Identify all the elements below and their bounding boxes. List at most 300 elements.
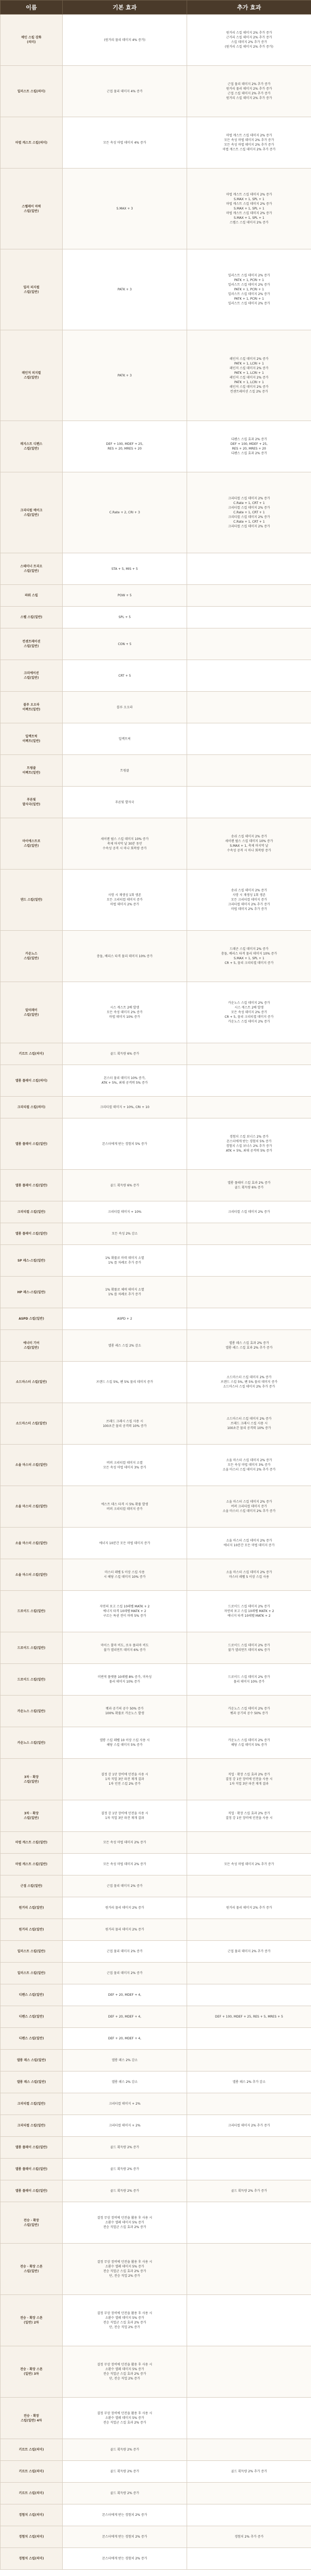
cell-extra <box>187 2483 311 2504</box>
cell-line: 경험치 스킬(의미) <box>19 2535 44 2539</box>
header-extra: 추가 효과 <box>187 1 311 15</box>
cell-line: S.MAX + 1, SPL + 1 <box>233 198 264 201</box>
cell-line: 자연의 포고 스킬 10레벨 MATK + 2 <box>224 1609 274 1613</box>
cell-line: 1차 직업 3단 파견 재개 결과 <box>229 1782 269 1786</box>
table-row <box>1 607 311 628</box>
cell-line: 카운노스 <box>25 952 38 956</box>
cell-line: 소드마스터 스킬(일반) <box>16 1380 47 1384</box>
cell-line: 카운노스 스킬 데미지 2% 증가 <box>228 1020 270 1024</box>
cell-line: 키르트 스킬(의미) <box>19 1052 44 1056</box>
cell-line: 크리티컬 스킬 데미지 2% 증가 <box>228 497 270 500</box>
table-row <box>1 723 311 755</box>
cell-extra <box>187 2006 311 2028</box>
cell-name <box>1 1043 63 1065</box>
cell-extra <box>187 2093 311 2115</box>
table-row <box>1 1201 311 1223</box>
cell-name <box>1 931 63 982</box>
cell-line: 몬스터에게 받는 경험치 2% 증가 <box>102 2535 147 2539</box>
table-row <box>1 787 311 818</box>
cell-line: (일반) 2차 <box>23 2321 39 2325</box>
table-row <box>1 2159 311 2180</box>
cell-extra <box>187 931 311 982</box>
cell-line: 소울 마스터 스킬 데미지 2% 증가 <box>226 1459 272 1462</box>
cell-base <box>63 1875 187 1897</box>
cell-line: PATK + 1, PCRI + 1 <box>234 297 264 301</box>
cell-name <box>1 2028 63 2050</box>
table-row <box>1 2093 311 2115</box>
cell-line: 푸른빛 <box>26 798 36 802</box>
cell-line: 결정 무상 장비에 던전을 활용 후 사용 시 <box>97 2363 152 2367</box>
cell-line: 마이에스트로 <box>22 839 40 843</box>
cell-line: 드로이드 스킬 데미지 2% 증가 <box>228 1644 270 1647</box>
cell-line: 시스 캐스트 2배 발생 <box>110 1006 139 1010</box>
cell-name <box>1 1201 63 1223</box>
cell-line: 모든 속성 데미지 2% 증가 <box>231 1011 267 1014</box>
cell-line: 소드마스터 스킬 데미지 2% 증가 <box>227 1417 272 1421</box>
cell-extra <box>187 787 311 818</box>
cell-extra <box>187 1403 311 1445</box>
table-row <box>1 330 311 421</box>
table-row <box>1 2295 311 2346</box>
cell-name <box>1 2115 63 2137</box>
cell-line: 원거리 물리 데미지 2% 추가 증가 <box>226 1906 272 1910</box>
cell-line: 알터레이 <box>25 1008 38 1012</box>
cell-name <box>1 1759 63 1800</box>
cell-name <box>1 1919 63 1941</box>
cell-extra <box>187 1330 311 1362</box>
cell-base <box>63 2115 187 2137</box>
cell-line: 골드 획득량 6% 증가 <box>110 1183 139 1187</box>
cell-base <box>63 2439 187 2461</box>
cell-line: 스텔스 스킬 데미지 2% 증가 <box>229 221 269 225</box>
cell-line: 시스 캐스트 2배 발생 <box>234 1006 264 1010</box>
cell-line: 단, 전승 직업 2% 증가 <box>109 2326 140 2329</box>
cell-line: 결정 강 1단 장비에 던전을 사용 시 <box>101 1812 148 1815</box>
cell-line: 원거리 스킬(일반) <box>19 1928 44 1931</box>
cell-line: 골드 획득량 2% 증가 <box>110 2491 139 2495</box>
cell-line: 소울 마스터 스킬(일반) <box>15 1541 48 1545</box>
header-base: 기본 효과 <box>63 1 187 15</box>
cell-base <box>63 1277 187 1308</box>
cell-line: 디펜스 스킬(일반) <box>19 1993 44 1997</box>
cell-extra <box>187 1759 311 1800</box>
cell-base <box>63 66 187 117</box>
cell-base <box>63 2093 187 2115</box>
cell-name <box>1 2548 63 2570</box>
cell-line: PATK + 1, PCRI + 1 <box>234 288 264 291</box>
cell-line: 결정 무상 장비에 던전을 활용 후 사용 시 <box>97 2312 152 2315</box>
cell-extra <box>187 2159 311 2180</box>
table-row <box>1 2483 311 2504</box>
cell-line: 스킬(일반) <box>24 447 39 451</box>
cell-line: 모든 속성 마법 데미지 3% 증가 <box>103 1465 146 1469</box>
cell-line: 전승 · 확장 <box>23 2414 39 2418</box>
cell-base <box>63 2159 187 2180</box>
cell-base <box>63 585 187 607</box>
table-row <box>1 1559 311 1591</box>
cell-extra <box>187 1065 311 1097</box>
cell-name <box>1 1941 63 1963</box>
cell-line: 모든 속성 데미지 2% 증가 <box>106 1011 143 1014</box>
cell-line: 이펙트(일반) <box>22 739 40 743</box>
cell-name <box>1 2006 63 2028</box>
cell-base <box>63 1403 187 1445</box>
cell-extra <box>187 1445 311 1486</box>
cell-base <box>63 472 187 553</box>
table-row <box>1 169 311 249</box>
cell-name <box>1 1118 63 1170</box>
cell-name <box>1 818 63 870</box>
cell-line: 크리티컬 데미지 + 2% <box>109 2102 140 2106</box>
cell-line: 물리 데미지 10% 증가 <box>233 1680 265 1684</box>
cell-line: 엘롱 스킬 레벨 10 이상 스킬 사용 시 <box>100 1739 150 1742</box>
cell-line: 크리티컬 데미지 2% 추가 증가 <box>228 903 270 906</box>
cell-base <box>63 692 187 723</box>
cell-line: 엘롱 플레이 스킬(일반) <box>15 1183 48 1187</box>
cell-extra <box>187 2439 311 2461</box>
cell-line: DEF + 100, MDEF + 25, <box>106 442 144 446</box>
cell-line: 마법 캐스트 스킬 데미지 2% 증가 <box>226 212 272 215</box>
cell-name <box>1 585 63 607</box>
cell-line: 골드 획득량 2% 추가 증가 <box>231 2470 267 2473</box>
cell-line: 스킬(일반) <box>24 1816 39 1820</box>
cell-line: 결정 강 1단 장비에 던전을 사용 시 <box>225 1777 273 1781</box>
cell-line: 카운노스 스킬 데미지 2% 증가 <box>228 1001 270 1005</box>
cell-name <box>1 870 63 931</box>
cell-base <box>63 2071 187 2093</box>
cell-line: 모든 크리티컬 데미지 증가 <box>231 898 267 902</box>
cell-line: 크리티컬 스킬 데미지 2% 증가 <box>228 1210 270 1214</box>
cell-name <box>1 15 63 66</box>
cell-line: 3차 · 확장 <box>24 1812 39 1815</box>
cell-name <box>1 1330 63 1362</box>
cell-line: CR + 5, 물리 크리티컬 데미지 증가 <box>224 1015 274 1019</box>
cell-name <box>1 755 63 787</box>
cell-line: 스킬(일반) <box>24 513 39 517</box>
cell-line: 디펜스 스킬 효과 2% 증가 <box>231 452 267 455</box>
cell-extra <box>187 1097 311 1118</box>
cell-name <box>1 249 63 330</box>
table-row <box>1 660 311 692</box>
cell-line: 결정 강 1단 장비에 던전을 사용 시 <box>101 1773 148 1776</box>
cell-line: 마법 캐스트 스킬(일반) <box>15 1841 48 1844</box>
table-row <box>1 1065 311 1097</box>
cell-base <box>63 628 187 660</box>
cell-line: 근접 물리 데미지 2% 증가 <box>106 1971 143 1975</box>
cell-name <box>1 723 63 755</box>
cell-line: 소환수 엘레 데미지 5% 증가 <box>105 2316 145 2320</box>
cell-base <box>63 2504 187 2526</box>
cell-name <box>1 2526 63 2548</box>
cell-line: 근접 스킬 데미지 2% 추가 증가 <box>228 92 271 95</box>
cell-line: 일러스트 스킬 데미지 2% 증가 <box>228 292 270 296</box>
cell-line: 블루 오오라 <box>23 703 40 707</box>
cell-line: PATK + 1, LCRI + 1 <box>234 371 264 375</box>
cell-line: 컨센트레이션 <box>22 640 40 643</box>
cell-line: 근접 물리 데미지 2% 증가 <box>106 1884 143 1888</box>
cell-base <box>63 931 187 982</box>
cell-line: 몬스터에게 받는 경험치 5% 증가 <box>102 1142 147 1146</box>
cell-line: 수속성 공격 시 마나 회복량 증가 <box>227 849 271 852</box>
cell-name <box>1 2159 63 2180</box>
cell-line: 엘롱 레스 스킬 효과 2% 증가 <box>229 1341 269 1345</box>
cell-line: 발자국(일반) <box>22 803 40 806</box>
cell-line: 스킬(일반) <box>24 2270 39 2273</box>
cell-line: 버퍼 크리티컬 데미지 증가 <box>231 1505 267 1508</box>
cell-line: 마법 데미지 10% 증가 <box>109 1015 140 1019</box>
cell-base <box>63 2006 187 2028</box>
cell-line: 엘롱 레스 2% 추가 감소 <box>232 2080 266 2084</box>
cell-base <box>63 1854 187 1875</box>
cell-line: 근거리 스킬 데미지 2% 추가 증가 <box>226 36 272 39</box>
cell-line: 모든 속성 2% 감소 <box>111 1232 138 1236</box>
cell-base <box>63 1245 187 1277</box>
cell-line: 일러스트 스킬 데미지 2% 증가 <box>228 274 270 277</box>
cell-name <box>1 660 63 692</box>
table-row <box>1 2202 311 2244</box>
cell-line: 엘롱 플레이 스킬(일반) <box>15 2146 48 2149</box>
cell-base <box>63 2398 187 2439</box>
cell-line: 송쉬 스킬 데미지 2% 증가 <box>231 835 267 838</box>
cell-line: 모든 속성 마법 데미지 3% 증가 <box>228 1463 271 1467</box>
cell-extra <box>187 1486 311 1528</box>
cell-line: 골드 획득량 2% 증가 <box>110 2167 139 2171</box>
cell-line: 경험치 스킬(의미) <box>19 2513 44 2517</box>
cell-line: 근접 물리 데미지 2% 추가 증가 <box>228 82 271 86</box>
cell-base <box>63 1984 187 2006</box>
cell-base <box>63 1362 187 1403</box>
cell-line: 스킬(일반) <box>24 1013 39 1017</box>
cell-base <box>63 1759 187 1800</box>
cell-name <box>1 787 63 818</box>
cell-base <box>63 1201 187 1223</box>
cell-line: 전승 · 확장 스톤 <box>20 2316 43 2320</box>
cell-line: 세이렌 펄스 스킬 데미지 10% 증가 <box>225 839 273 843</box>
cell-line: 크리티컬 스킬 데미지 2% 증가 <box>228 525 270 528</box>
cell-name <box>1 1445 63 1486</box>
table-row <box>1 1223 311 1245</box>
cell-base <box>63 1832 187 1854</box>
cell-line: 크리티컬 데미지 + 10% <box>108 1210 142 1214</box>
cell-line: 키르트 스킬(의미) <box>19 2470 44 2473</box>
cell-extra <box>187 1854 311 1875</box>
table-row <box>1 2548 311 2570</box>
cell-line: 크리티컬 데미지 2% 추가 증가 <box>228 2124 270 2127</box>
cell-line: 크리티컬 스킬(일반) <box>17 1210 46 1214</box>
cell-line: 스테미너 트리오 <box>20 565 43 568</box>
cell-line: 크리티컬 스킬(일반) <box>17 2124 46 2127</box>
cell-line: 전승 직업군 스킬 효과 2% 증가 <box>103 2270 146 2273</box>
cell-base <box>63 1486 187 1528</box>
cell-line: 스킬(일반) <box>24 569 39 573</box>
cell-name <box>1 1362 63 1403</box>
table-row <box>1 2461 311 2483</box>
cell-line: 소울 마스터 스킬 데미지 2% 증가 <box>226 1500 272 1504</box>
cell-line: 원거리 스킬 데미지 2% 추가 증가 <box>226 96 272 100</box>
cell-line: 키르트 스킬(의미) <box>19 2448 44 2452</box>
table-row <box>1 2439 311 2461</box>
cell-line: 소울 마스터 스킬 데미지 2% 증가 <box>226 1571 272 1574</box>
cell-extra <box>187 1170 311 1201</box>
cell-base <box>63 1170 187 1201</box>
cell-line: 전승 · 확장 스톤 <box>20 2368 43 2371</box>
cell-line: CON + 5 <box>118 642 132 646</box>
cell-name <box>1 1984 63 2006</box>
cell-extra <box>187 2461 311 2483</box>
cell-line: PATK + 3 <box>117 288 132 291</box>
cell-line: 시 해당 스킬 데미지 10% 증가 <box>104 1575 146 1579</box>
cell-extra <box>187 692 311 723</box>
cell-line: 댄드 스킬(일반) <box>20 898 43 902</box>
table-row <box>1 2115 311 2137</box>
cell-line: RES + 20, MRES + 20 <box>232 447 266 451</box>
cell-line: 레인저 스킬 데미지 2% 증가 <box>229 376 269 380</box>
cell-base <box>63 2461 187 2483</box>
cell-line: 스킬(일반) <box>24 2223 39 2227</box>
cell-extra <box>187 2202 311 2244</box>
cell-line: 마법 데미지 2% 추가 증가 <box>231 907 267 911</box>
cell-base <box>63 607 187 628</box>
cell-extra <box>187 1919 311 1941</box>
cell-base <box>63 249 187 330</box>
cell-line: 결정 무상 장비에 던전을 활용 후 사용 시 <box>97 2216 152 2220</box>
table-row <box>1 1330 311 1362</box>
cell-line: 드로이드 스킬(일반) <box>17 1677 46 1682</box>
cell-name <box>1 2461 63 2483</box>
cell-line: 스킬(일반) <box>24 957 39 960</box>
cell-line: DEF + 100, MDEF + 25, RES + 5, MRES + 5 <box>215 2015 284 2019</box>
cell-line: 디펜스 스킬 효과 2% 증가 <box>231 438 267 441</box>
table-body <box>1 15 311 2570</box>
cell-line: CRT + 5 <box>118 674 131 678</box>
cell-line: 마이스 폴마 비도, 로우 플리마 비도 <box>101 1644 149 1647</box>
cell-line: ATK + 5%, 최대 공격력 5% 증가 <box>225 1149 273 1153</box>
cell-line: S.MAX + 1, SPL + 1 <box>233 207 264 211</box>
cell-name <box>1 1963 63 1984</box>
table-row <box>1 1118 311 1170</box>
cell-name <box>1 2093 63 2115</box>
cell-line: 경험치 스킬 보너스 2% 추가 증가 <box>226 1144 272 1148</box>
cell-line: 골드 획득량 2% 증가 <box>110 2146 139 2149</box>
cell-name <box>1 66 63 117</box>
cell-name <box>1 330 63 421</box>
cell-line: 레인저 스킬 데미지 2% 증가 <box>229 367 269 370</box>
cell-base <box>63 787 187 818</box>
table-row <box>1 2346 311 2398</box>
table-row <box>1 1043 311 1065</box>
cell-line: 모든 속성 마법 데미지 2% 추가 증가 <box>224 1863 274 1866</box>
cell-extra <box>187 1832 311 1854</box>
cell-line: 골드 획득량 2% 증가 <box>110 2470 139 2473</box>
cell-name <box>1 1486 63 1528</box>
table-row <box>1 66 311 117</box>
cell-line: 디펜스 스킬(일반) <box>19 2037 44 2040</box>
cell-name <box>1 1097 63 1118</box>
cell-line: 전승 직업군 스킬 효과 2% 증가 <box>103 2225 146 2229</box>
cell-line: 크리티컬 메이크 <box>20 508 43 512</box>
table-row <box>1 2006 311 2028</box>
cell-extra <box>187 1984 311 2006</box>
cell-line: 에너미 기어 <box>23 1341 40 1345</box>
cell-line: 스텔레이 마력 <box>22 204 41 208</box>
cell-extra <box>187 2548 311 2570</box>
cell-line: 이펙트(일반) <box>22 708 40 711</box>
cell-name <box>1 2137 63 2159</box>
cell-name <box>1 1832 63 1854</box>
cell-line: 축제 마지막 날 30분 동안 <box>107 842 143 846</box>
cell-line: 카운노스 스킬 데미지 2% 증가 <box>228 1739 270 1742</box>
cell-name <box>1 2071 63 2093</box>
cell-extra <box>187 585 311 607</box>
table-row <box>1 1528 311 1559</box>
cell-line: 레인저 피지컬 <box>22 371 41 375</box>
cell-name <box>1 1800 63 1832</box>
cell-line: 일러스트 스킬 데미지 2% 증가 <box>228 283 270 287</box>
cell-line: DEF + 100, MDEF + 25, <box>230 442 268 446</box>
cell-name <box>1 1223 63 1245</box>
cell-line: 충돌, 배리스 타격 물리 데미지 10% 증가 <box>221 952 277 956</box>
table-row <box>1 1875 311 1897</box>
cell-line: 소울 마스터 스킬(일반) <box>15 1505 48 1508</box>
cell-line: 골드 획득량 2% 추가 증가 <box>231 2189 267 2193</box>
cell-line: 근접 물리 데미지 4% 증가 <box>106 89 143 93</box>
cell-name <box>1 169 63 249</box>
cell-line: 1% 를 차례로 추가 증가 <box>108 1261 142 1265</box>
cell-extra <box>187 2398 311 2439</box>
cell-line: 모든 속성 마법 데미지 2% 증가 <box>103 1841 146 1844</box>
cell-line: 스펠 스킬(일반) <box>20 615 43 619</box>
cell-base <box>63 1632 187 1664</box>
cell-line: 드로이드 스킬(일반) <box>17 1609 46 1613</box>
cell-line: SP 레스-스킬(일반) <box>17 1258 46 1263</box>
cell-line: 브래드 크래시 스킬 사용 시 <box>230 1422 268 1425</box>
cell-base <box>63 1963 187 1984</box>
cell-line: 골드 획득량 6% 증가 <box>234 1186 264 1189</box>
cell-extra <box>187 870 311 931</box>
cell-base <box>63 2483 187 2504</box>
cell-line: PATK + 1, PCRI + 1 <box>234 278 264 282</box>
table-row <box>1 1308 311 1330</box>
table-row <box>1 1941 311 1963</box>
cell-line: 물리 데미지 10% 증가 <box>109 1680 140 1684</box>
cell-line: 미번역 플랫폼 10레벨 8% 증가, 미속성 <box>97 1675 152 1679</box>
cell-line: S.MAX + 1, 축제 마지막 날 <box>230 844 268 848</box>
cell-name <box>1 982 63 1043</box>
cell-extra <box>187 2526 311 2548</box>
cell-line: 원거리 스킬 데미지 2% 추가 증가 <box>226 31 272 35</box>
cell-base <box>63 1727 187 1759</box>
cell-name <box>1 1559 63 1591</box>
table-row <box>1 1486 311 1528</box>
cell-line: 마법 캐스트 스킬 데미지 2% 증가 <box>226 193 272 197</box>
cell-line: POW + 5 <box>118 594 132 597</box>
cell-extra <box>187 1727 311 1759</box>
cell-base <box>63 330 187 421</box>
cell-line: 전승 직업군 스킬 효과 2% 증가 <box>103 2321 146 2325</box>
table-row <box>1 2071 311 2093</box>
table-row <box>1 628 311 660</box>
cell-line: 결정 강 1단 장비에 던전을 사용 시 <box>225 1816 273 1820</box>
cell-line: 에스트 데스 타격 시 5% 확률 발생 <box>101 1502 148 1506</box>
cell-base <box>63 1591 187 1632</box>
cell-line: 사망 시 재생성 1회 생존 <box>232 893 266 897</box>
cell-line: 1차 직업 3단 파견 재개 결과 <box>105 1777 145 1781</box>
cell-line: 1차 직업 3단 파견 재개 결과 <box>105 1816 145 1820</box>
cell-line: 직업 · 확장 스킬 효과 2% 증가 <box>228 1773 270 1776</box>
cell-line: 마법 데미지 2% 증가 <box>110 903 139 906</box>
table-row <box>1 818 311 870</box>
cell-line: 마법 캐스트 스킬(의미) <box>15 141 48 145</box>
